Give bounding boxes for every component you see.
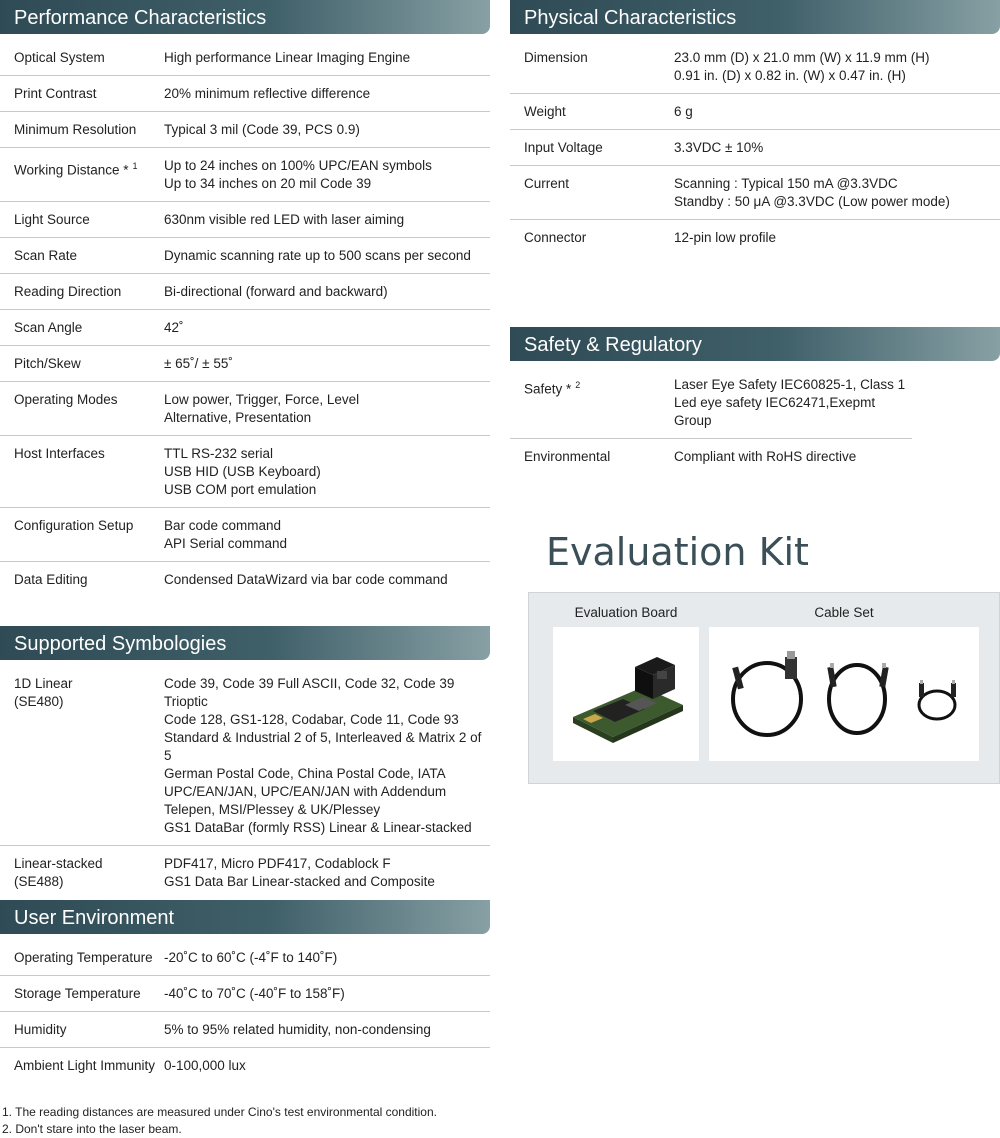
spec-value-line: Dynamic scanning rate up to 500 scans per second (164, 248, 471, 263)
spec-value (164, 355, 490, 373)
spec-label (14, 283, 164, 301)
spec-value-line: UPC/EAN/JAN, UPC/EAN/JAN with Addendum (164, 784, 447, 799)
spec-label-text: Storage Temperature (14, 986, 141, 1001)
spec-value-line: 5% to 95% related humidity, non-condensing (164, 1022, 431, 1037)
spec-value (674, 175, 1000, 211)
spec-value (164, 49, 490, 67)
spec-value (164, 1021, 490, 1039)
spec-value (164, 949, 490, 967)
spec-label-text: (SE488) (14, 874, 64, 889)
spec-label (524, 139, 674, 157)
spec-value-line: -20˚C to 60˚C (-4˚F to 140˚F) (164, 950, 338, 965)
spec-value-line: Code 39, Code 39 Full ASCII, Code 32, Code 39 Trioptic (164, 676, 455, 709)
spec-value (164, 1057, 490, 1075)
spec-value-line: Scanning : Typical 150 mA @3.3VDC (674, 176, 898, 191)
spec-value-line: Condensed DataWizard via bar code command (164, 572, 448, 587)
spec-label-text: Environmental (524, 449, 611, 464)
spec-value-line: USB COM port emulation (164, 482, 317, 497)
evaluation-board-image (553, 627, 699, 761)
spec-label-text: Reading Direction (14, 284, 122, 299)
spec-value-line: Low power, Trigger, Force, Level (164, 392, 360, 407)
spec-row (0, 846, 490, 899)
safety-section (510, 327, 1000, 474)
spec-value-line: 0.91 in. (D) x 0.82 in. (W) x 0.47 in. (H) (674, 68, 906, 83)
spec-value-line: Laser Eye Safety IEC60825-1, Class 1 (674, 377, 906, 392)
spec-value (164, 985, 490, 1003)
physical-table (510, 40, 1000, 255)
spec-label-text: Operating Temperature (14, 950, 153, 965)
spec-value-line: API Serial command (164, 536, 288, 551)
spec-label (14, 571, 164, 589)
spec-value-line: 42˚ (164, 320, 184, 335)
spec-value-line: Led eye safety IEC62471,Exepmt Group (674, 395, 876, 428)
performance-table (0, 40, 490, 597)
spec-row (0, 436, 490, 508)
spec-label-text: Data Editing (14, 572, 88, 587)
spec-value-line: 20% minimum reflective difference (164, 86, 371, 101)
spec-row (0, 76, 490, 112)
performance-section (0, 0, 490, 597)
footnotes (2, 1104, 437, 1138)
spec-label-text: Humidity (14, 1022, 67, 1037)
spec-row (0, 666, 490, 846)
footnote-2: 2. Don't stare into the laser beam. (2, 1122, 182, 1136)
spec-row (0, 382, 490, 436)
spec-label (14, 517, 164, 553)
spec-label (524, 175, 674, 211)
spec-label-text: Configuration Setup (14, 518, 134, 533)
spec-label-text: Host Interfaces (14, 446, 105, 461)
spec-row (0, 346, 490, 382)
spec-label (524, 103, 674, 121)
spec-row (0, 148, 490, 202)
spec-value-line: 23.0 mm (D) x 21.0 mm (W) x 11.9 mm (H) (674, 50, 930, 65)
spec-label (14, 949, 164, 967)
evaluation-kit-box (528, 592, 1000, 784)
spec-value-line: Typical 3 mil (Code 39, PCS 0.9) (164, 122, 360, 137)
spec-label (524, 448, 674, 466)
physical-section (510, 0, 1000, 255)
spec-label-text: Linear-stacked (14, 856, 103, 871)
spec-value (164, 247, 490, 265)
spec-label-text: Ambient Light Immunity (14, 1058, 156, 1073)
spec-label-text: Input Voltage (524, 140, 603, 155)
spec-value-line: 12-pin low profile (674, 230, 777, 245)
environment-section (0, 900, 490, 1083)
evaluation-board-label: Evaluation Board (574, 605, 678, 620)
footnote-1: 1. The reading distances are measured under Cino's test environmental condition. (2, 1105, 437, 1119)
spec-label (14, 855, 164, 891)
spec-value-line: Bi-directional (forward and backward) (164, 284, 388, 299)
spec-value (674, 103, 1000, 121)
spec-value-line: GS1 Data Bar Linear-stacked and Composite (164, 874, 435, 889)
spec-label (524, 49, 674, 85)
spec-value-line: GS1 DataBar (formly RSS) Linear & Linear-stacked (164, 820, 472, 835)
spec-value-line: Alternative, Presentation (164, 410, 312, 425)
spec-label (14, 355, 164, 373)
spec-label (524, 229, 674, 247)
spec-label (14, 445, 164, 499)
spec-label (14, 49, 164, 67)
spec-label-text: Working Distance * (14, 162, 129, 178)
spec-row (0, 940, 490, 976)
spec-value-line: Up to 34 inches on 20 mil Code 39 (164, 176, 372, 191)
spec-label-text: Scan Rate (14, 248, 78, 263)
spec-value (164, 571, 490, 589)
spec-value-line: Standard & Industrial 2 of 5, Interleaved & Matrix 2 of 5 (164, 730, 482, 763)
spec-label (14, 1021, 164, 1039)
spec-label-text: Weight (524, 104, 566, 119)
spec-label (14, 1057, 164, 1075)
spec-value-line: 0-100,000 lux (164, 1058, 246, 1073)
spec-row (510, 130, 1000, 166)
environment-title: User Environment (0, 900, 490, 934)
spec-value-line: Compliant with RoHS directive (674, 449, 857, 464)
physical-title: Physical Characteristics (510, 0, 1000, 34)
symbologies-title: Supported Symbologies (0, 626, 490, 660)
cable-set-label: Cable Set (814, 605, 874, 620)
spec-label (14, 391, 164, 427)
spec-row (0, 40, 490, 76)
spec-row (510, 166, 1000, 220)
environment-table (0, 940, 490, 1083)
spec-value-line: PDF417, Micro PDF417, Codablock F (164, 856, 391, 871)
spec-value-line: 6 g (674, 104, 693, 119)
footnote-marker: 1 (132, 161, 138, 171)
safety-title: Safety & Regulatory (510, 327, 1000, 361)
spec-value (164, 445, 490, 499)
spec-value (674, 49, 1000, 85)
spec-value (674, 376, 912, 430)
spec-value-line: 630nm visible red LED with laser aiming (164, 212, 405, 227)
spec-label-text: Optical System (14, 50, 105, 65)
spec-value-line: 3.3VDC ± 10% (674, 140, 764, 155)
spec-label-text: Dimension (524, 50, 588, 65)
spec-label (14, 319, 164, 337)
spec-row (0, 112, 490, 148)
spec-row (510, 367, 912, 439)
spec-value (164, 517, 490, 553)
footnote-marker: 2 (575, 380, 581, 390)
spec-label (14, 121, 164, 139)
spec-label-text: Minimum Resolution (14, 122, 137, 137)
spec-row (0, 1012, 490, 1048)
safety-table (510, 367, 912, 474)
spec-value (164, 157, 490, 193)
spec-row (0, 508, 490, 562)
spec-value-line: Telepen, MSI/Plessey & UK/Plessey (164, 802, 381, 817)
evaluation-kit-title: Evaluation Kit (546, 530, 809, 574)
spec-label-text: Light Source (14, 212, 90, 227)
spec-value-line: German Postal Code, China Postal Code, IATA (164, 766, 446, 781)
spec-label-text: Safety * (524, 381, 572, 397)
spec-label (14, 675, 164, 837)
spec-label-text: Connector (524, 230, 587, 245)
spec-row (0, 274, 490, 310)
spec-label-text: (SE480) (14, 694, 64, 709)
spec-row (0, 1048, 490, 1083)
spec-value (674, 229, 1000, 247)
spec-label-text: Operating Modes (14, 392, 118, 407)
spec-label-text: Scan Angle (14, 320, 83, 335)
spec-value-line: Code 128, GS1-128, Codabar, Code 11, Code 93 (164, 712, 459, 727)
spec-label-text: 1D Linear (14, 676, 73, 691)
spec-row (0, 202, 490, 238)
spec-value-line: Bar code command (164, 518, 282, 533)
symbologies-section (0, 626, 490, 899)
performance-title: Performance Characteristics (0, 0, 490, 34)
spec-label-text: Pitch/Skew (14, 356, 81, 371)
spec-row (510, 94, 1000, 130)
spec-row (510, 40, 1000, 94)
spec-label (524, 376, 674, 430)
spec-value-line: ± 65˚/ ± 55˚ (164, 356, 233, 371)
spec-row (0, 976, 490, 1012)
spec-row (510, 220, 1000, 255)
spec-row (0, 562, 490, 597)
spec-value-line: -40˚C to 70˚C (-40˚F to 158˚F) (164, 986, 345, 1001)
spec-value (164, 121, 490, 139)
spec-label (14, 157, 164, 193)
spec-value (164, 855, 490, 891)
spec-value (164, 211, 490, 229)
spec-label (14, 211, 164, 229)
spec-value-line: USB HID (USB Keyboard) (164, 464, 321, 479)
spec-value (164, 319, 490, 337)
symbologies-table (0, 666, 490, 899)
spec-label (14, 247, 164, 265)
spec-label-text: Print Contrast (14, 86, 97, 101)
spec-value (674, 448, 912, 466)
spec-value-line: Standby : 50 μA @3.3VDC (Low power mode) (674, 194, 950, 209)
spec-label-text: Current (524, 176, 570, 191)
spec-label (14, 985, 164, 1003)
spec-value (674, 139, 1000, 157)
spec-label (14, 85, 164, 103)
spec-row (510, 439, 912, 474)
spec-row (0, 310, 490, 346)
spec-row (0, 238, 490, 274)
spec-value (164, 283, 490, 301)
spec-value (164, 675, 490, 837)
spec-value-line: Up to 24 inches on 100% UPC/EAN symbols (164, 158, 432, 173)
cable-set-image (709, 627, 979, 761)
spec-value-line: TTL RS-232 serial (164, 446, 274, 461)
spec-value (164, 85, 490, 103)
spec-value (164, 391, 490, 427)
spec-value-line: High performance Linear Imaging Engine (164, 50, 411, 65)
